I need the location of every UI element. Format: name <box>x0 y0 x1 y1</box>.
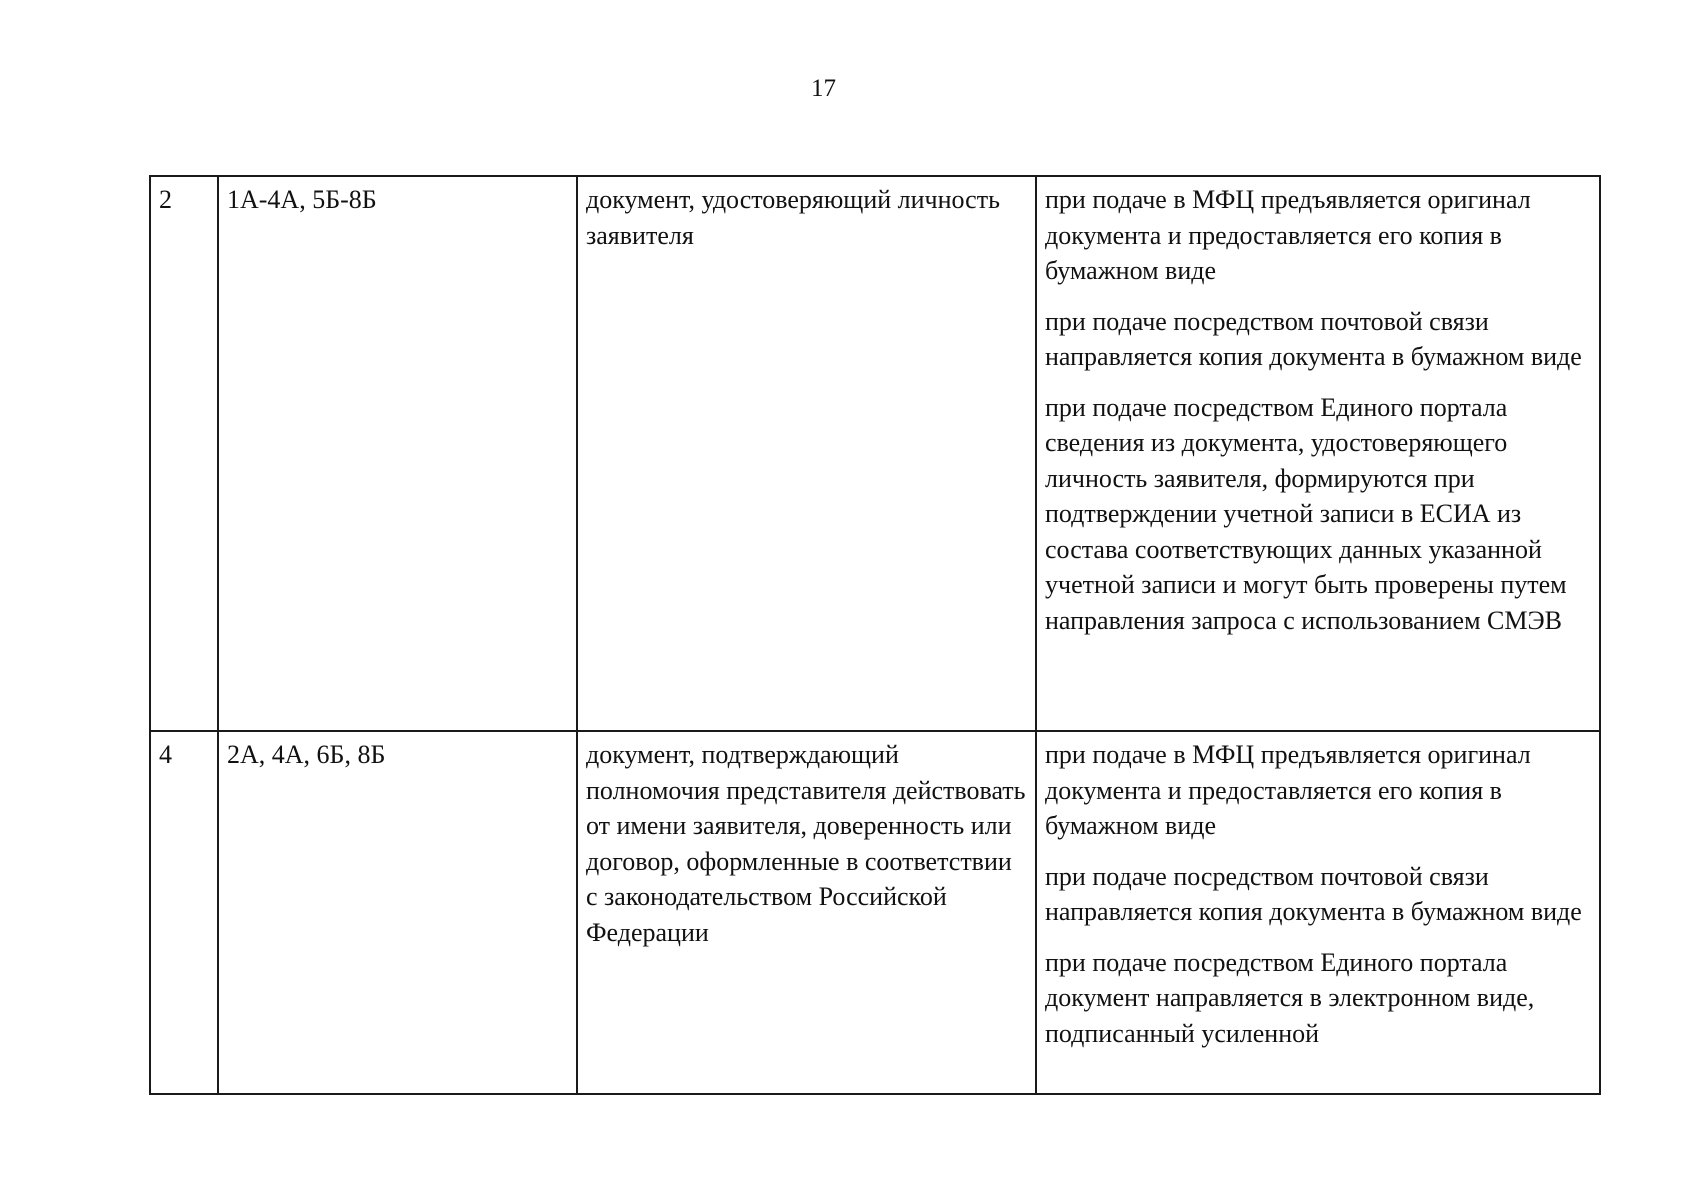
note-paragraph: при подаче в МФЦ предъявляется оригинал документа и предоставляется его копия в бумажном виде <box>1045 740 1531 840</box>
document-name-cell: документ, подтверждающий полномочия представителя действовать от имени заявителя, доверенность или договор, оформленные в соответствии с законодательством Российской Федерации <box>577 731 1036 1094</box>
category-codes-cell: 1А-4А, 5Б-8Б <box>218 176 577 731</box>
document-name-cell: документ, удостоверяющий личность заявителя <box>577 176 1036 731</box>
note-paragraph: при подаче посредством почтовой связи направляется копия документа в бумажном виде <box>1045 306 1582 371</box>
submission-notes-cell <box>1036 731 1600 1094</box>
page-number: 17 <box>811 75 836 102</box>
category-codes-cell: 2А, 4А, 6Б, 8Б <box>218 731 577 1094</box>
row-number-cell: 2 <box>150 176 218 731</box>
documents-table <box>149 175 1601 1095</box>
note-paragraph: при подаче посредством Единого портала сведения из документа, удостоверяющего личность заявителя, формируются при подтверждении учетной записи в ЕСИА из состава соответствующих данных указанной учетной записи и могут быть проверены путем направления запроса с использованием СМЭВ <box>1045 392 1567 635</box>
note-paragraph: при подаче посредством почтовой связи направляется копия документа в бумажном виде <box>1045 861 1582 926</box>
table-row <box>150 176 1600 731</box>
note-paragraph: при подаче в МФЦ предъявляется оригинал документа и предоставляется его копия в бумажном виде <box>1045 185 1531 285</box>
row-number-cell: 4 <box>150 731 218 1094</box>
table-row <box>150 731 1600 1094</box>
note-paragraph: при подаче посредством Единого портала документ направляется в электронном виде, подписанный усиленной <box>1045 947 1535 1048</box>
submission-notes-cell <box>1036 176 1600 731</box>
